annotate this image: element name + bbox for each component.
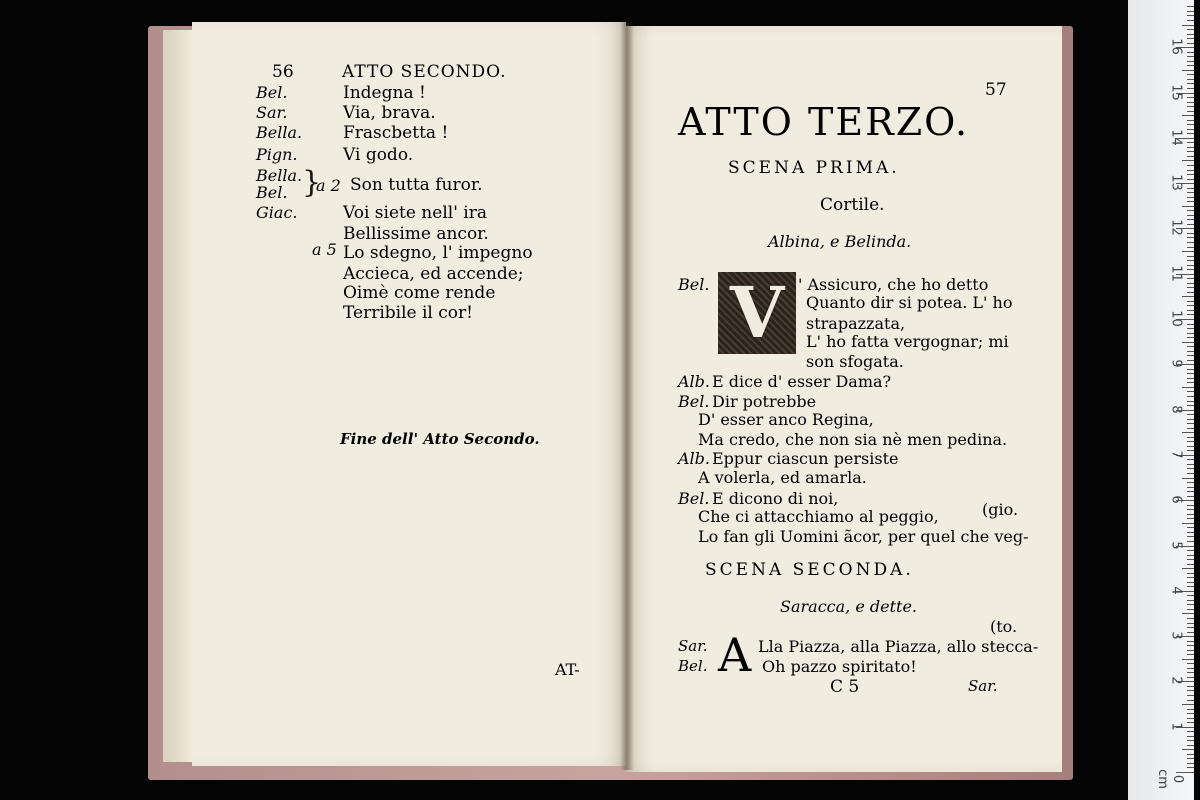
ruler-label: 5	[1168, 540, 1184, 550]
ruler-tick	[1187, 174, 1194, 175]
ruler-tick	[1187, 219, 1194, 220]
ruler-tick	[1187, 283, 1194, 284]
dialogue-line: E dice d' esser Dama?	[712, 372, 892, 391]
ruler-tick	[1187, 763, 1194, 764]
dialogue-line: Che ci attacchiamo al peggio,	[698, 507, 939, 526]
ruler-tick	[1187, 677, 1194, 678]
ruler-label: 7	[1168, 450, 1184, 459]
ruler-tick	[1182, 568, 1194, 569]
speaker-label: Bel.	[678, 489, 710, 508]
dialogue-line: ' Assicuro, che ho detto	[798, 275, 989, 294]
drop-cap-ornament	[718, 272, 796, 354]
ruler-tick	[1182, 115, 1194, 116]
ruler-tick	[1187, 124, 1194, 125]
ruler-tick	[1187, 247, 1194, 248]
ruler-tick	[1187, 88, 1194, 89]
speaker-label: Bel.	[678, 275, 710, 294]
ruler-tick	[1187, 736, 1194, 737]
ruler-tick	[1187, 61, 1194, 62]
dialogue-line: L' ho fatta vergognar; mi	[806, 332, 1009, 351]
ruler-tick	[1187, 188, 1194, 189]
ruler-tick	[1187, 29, 1194, 30]
ruler-tick	[1187, 536, 1194, 537]
left-catchword: AT-	[555, 660, 580, 679]
ruler-tick	[1187, 310, 1194, 311]
speaker-label: Bel.	[256, 83, 288, 102]
dialogue-line: Eppur ciascun persiste	[712, 449, 899, 468]
ruler-tick	[1187, 464, 1194, 465]
ruler-tick	[1187, 446, 1194, 447]
dialogue-line: Lo sdegno, l' impegno	[343, 243, 533, 263]
ruler-tick	[1187, 573, 1194, 574]
ruler-tick	[1187, 328, 1194, 329]
speaker-label: Alb.	[678, 372, 710, 391]
left-page-number: 56	[272, 62, 294, 82]
speaker-label: Sar.	[678, 637, 708, 655]
ruler-tick	[1187, 6, 1194, 7]
ruler-tick	[1187, 382, 1194, 383]
ruler-tick	[1187, 491, 1194, 492]
ruler-tick	[1187, 731, 1194, 732]
ruler-tick	[1182, 749, 1194, 750]
ruler-tick	[1187, 505, 1194, 506]
ruler-tick	[1187, 34, 1194, 35]
ruler-tick	[1182, 432, 1194, 433]
ruler-tick	[1182, 659, 1194, 660]
ruler-tick	[1187, 686, 1194, 687]
speaker-label: Giac.	[256, 203, 298, 222]
ruler-tick	[1182, 342, 1194, 343]
ruler-tick	[1187, 496, 1194, 497]
a2-marker: a 2	[316, 176, 341, 195]
book-gutter	[620, 22, 634, 770]
dialogue-line: strapazzata,	[806, 314, 906, 333]
ruler-tick	[1187, 52, 1194, 53]
ruler-tick	[1187, 79, 1194, 80]
dialogue-line: Dir potrebbe	[712, 392, 817, 411]
ruler-tick	[1187, 391, 1194, 392]
a2-text: Son tutta furor.	[350, 175, 483, 195]
ruler-tick	[1187, 56, 1194, 57]
speaker-label: Sar.	[256, 103, 288, 122]
ruler-tick	[1187, 256, 1194, 257]
ruler-tick	[1187, 401, 1194, 402]
right-catchword: Sar.	[968, 677, 998, 695]
ruler-tick	[1187, 129, 1194, 130]
ruler-tick	[1187, 11, 1194, 12]
gio-turnover: (gio.	[982, 500, 1019, 519]
ruler-tick	[1187, 555, 1194, 556]
ruler-tick	[1187, 663, 1194, 664]
ruler-tick	[1187, 713, 1194, 714]
ruler-tick	[1187, 179, 1194, 180]
ruler-tick	[1182, 613, 1194, 614]
ruler-tick	[1187, 745, 1194, 746]
ruler-tick	[1187, 550, 1194, 551]
dialogue-line: Voi siete nell' ira	[343, 203, 487, 223]
ruler-label: 14	[1168, 129, 1184, 146]
dialogue-line: E dicono di noi,	[712, 489, 839, 508]
ruler-tick	[1187, 142, 1194, 143]
ruler-tick	[1187, 700, 1194, 701]
ruler-tick	[1187, 215, 1194, 216]
ruler-tick	[1187, 15, 1194, 16]
ruler-tick	[1187, 722, 1194, 723]
ruler-tick	[1182, 387, 1194, 388]
dialogue-line: Oh pazzo spiritato!	[762, 657, 917, 676]
ruler-tick	[1187, 559, 1194, 560]
ruler-tick	[1187, 43, 1194, 44]
scene-two-drop-cap: A	[718, 628, 752, 682]
speaker-label: Alb.	[678, 449, 710, 468]
ruler-tick	[1187, 147, 1194, 148]
scene-setting: Cortile.	[820, 195, 885, 215]
dialogue-line: Oimè come rende	[343, 283, 496, 303]
ruler-tick	[1187, 324, 1194, 325]
ruler-tick	[1187, 487, 1194, 488]
ruler-tick	[1182, 70, 1194, 71]
ruler-tick	[1187, 210, 1194, 211]
right-page-number: 57	[985, 80, 1007, 100]
ruler-tick	[1187, 224, 1194, 225]
ruler-tick	[1187, 333, 1194, 334]
ruler-tick	[1187, 355, 1194, 356]
ruler-tick	[1187, 423, 1194, 424]
ruler-tick	[1187, 740, 1194, 741]
ruler-tick	[1187, 604, 1194, 605]
ruler-tick	[1187, 600, 1194, 601]
left-running-head: ATTO SECONDO.	[342, 62, 507, 82]
to-turnover: (to.	[990, 617, 1018, 636]
ruler-tick	[1187, 260, 1194, 261]
dialogue-line: D' esser anco Regina,	[698, 410, 874, 429]
ruler-tick	[1187, 672, 1194, 673]
ruler-tick	[1187, 351, 1194, 352]
ruler-tick	[1187, 654, 1194, 655]
dialogue-line: Bellissime ancor.	[343, 224, 489, 244]
scene-two-characters: Saracca, e dette.	[780, 597, 917, 616]
ruler-tick	[1187, 650, 1194, 651]
scene-two-title: SCENA SECONDA.	[705, 560, 914, 580]
dialogue-line: Lla Piazza, alla Piazza, allo stecca-	[758, 637, 1039, 656]
ruler-tick	[1187, 437, 1194, 438]
ruler-tick	[1187, 120, 1194, 121]
end-of-act-text: Fine dell' Atto Secondo.	[340, 430, 540, 448]
ruler-tick	[1182, 296, 1194, 297]
ruler-tick	[1187, 419, 1194, 420]
ruler-tick	[1187, 65, 1194, 66]
ruler-tick	[1187, 305, 1194, 306]
ruler-tick	[1187, 595, 1194, 596]
ruler-tick	[1187, 509, 1194, 510]
ruler-tick	[1187, 301, 1194, 302]
ruler-tick	[1187, 156, 1194, 157]
ruler-tick	[1187, 577, 1194, 578]
ruler-tick	[1187, 97, 1194, 98]
ruler-tick	[1187, 414, 1194, 415]
ruler-tick	[1187, 459, 1194, 460]
ruler-tick	[1187, 564, 1194, 565]
speaker-label: Bel.	[678, 657, 708, 675]
scene-characters: Albina, e Belinda.	[768, 232, 912, 251]
ruler-label: 6	[1168, 495, 1184, 504]
ruler-tick	[1187, 441, 1194, 442]
dialogue-line: Ma credo, che non sia nè men pedina.	[698, 430, 1008, 449]
scene-title: SCENA PRIMA.	[728, 158, 900, 178]
ruler-label: 10	[1168, 310, 1184, 327]
ruler-tick	[1187, 337, 1194, 338]
ruler-tick	[1187, 767, 1194, 768]
ruler-tick	[1187, 758, 1194, 759]
ruler-tick	[1187, 201, 1194, 202]
a5-marker: a 5	[312, 240, 337, 259]
ruler-tick	[1187, 197, 1194, 198]
ruler-tick	[1187, 74, 1194, 75]
ruler-tick	[1182, 704, 1194, 705]
ruler-tick	[1187, 360, 1194, 361]
ruler-tick	[1187, 482, 1194, 483]
ruler-tick	[1187, 641, 1194, 642]
ruler-tick	[1187, 609, 1194, 610]
ruler-tick	[1187, 151, 1194, 152]
ruler-label: 11	[1168, 264, 1184, 282]
ruler-tick	[1187, 645, 1194, 646]
dialogue-line: Vi godo.	[343, 145, 414, 165]
ruler-tick	[1187, 627, 1194, 628]
ruler-tick	[1187, 668, 1194, 669]
ruler-tick	[1182, 478, 1194, 479]
brace: }	[302, 165, 322, 200]
dialogue-line: son sfogata.	[806, 352, 904, 371]
ruler-tick	[1182, 206, 1194, 207]
ruler-tick	[1187, 106, 1194, 107]
ruler-tick	[1187, 450, 1194, 451]
ruler-label: 16	[1168, 38, 1184, 55]
ruler-tick	[1187, 518, 1194, 519]
ruler-tick	[1187, 102, 1194, 103]
ruler-tick	[1187, 690, 1194, 691]
ruler-label: 1	[1168, 722, 1184, 731]
ruler-tick	[1187, 287, 1194, 288]
dialogue-line: A volerla, ed amarla.	[698, 468, 867, 487]
ruler-tick	[1187, 170, 1194, 171]
page-block-edge	[163, 30, 193, 762]
ruler-tick	[1187, 623, 1194, 624]
ruler-tick	[1187, 378, 1194, 379]
ruler-tick	[1187, 369, 1194, 370]
ruler-tick	[1187, 111, 1194, 112]
dialogue-line: Quanto dir si potea. L' ho	[806, 293, 1013, 312]
ruler-tick	[1187, 527, 1194, 528]
ruler-tick	[1187, 754, 1194, 755]
ruler-tick	[1187, 532, 1194, 533]
dialogue-line: Indegna !	[343, 83, 426, 103]
speaker-label: Pign.	[256, 145, 298, 164]
ruler-label: 13	[1168, 174, 1184, 191]
dialogue-line: Terribile il cor!	[343, 303, 473, 323]
ruler-label: 4	[1168, 586, 1184, 595]
ruler-tick	[1187, 586, 1194, 587]
ruler-tick	[1187, 396, 1194, 397]
ruler-tick	[1187, 541, 1194, 542]
ruler-tick	[1182, 523, 1194, 524]
ruler-tick	[1187, 514, 1194, 515]
ruler-tick	[1187, 38, 1194, 39]
ruler-tick	[1187, 165, 1194, 166]
measuring-ruler	[1128, 0, 1194, 800]
ruler-tick	[1187, 428, 1194, 429]
dialogue-line: Accieca, ed accende;	[343, 264, 524, 284]
ruler-label: 0 cm	[1155, 769, 1185, 789]
drop-cap-letter: V	[729, 271, 785, 354]
ruler-tick	[1187, 618, 1194, 619]
dialogue-line: Frascbetta !	[343, 123, 449, 143]
speaker-label: Bel.	[678, 392, 710, 411]
speaker-label: Bella.	[256, 166, 303, 185]
ruler-tick	[1187, 468, 1194, 469]
ruler-label: 15	[1168, 83, 1184, 101]
ruler-tick	[1182, 160, 1194, 161]
ruler-tick	[1187, 133, 1194, 134]
ruler-tick	[1187, 292, 1194, 293]
speaker-label: Bel.	[256, 183, 288, 202]
ruler-tick	[1187, 582, 1194, 583]
ruler-tick	[1187, 265, 1194, 266]
ruler-tick	[1187, 473, 1194, 474]
act-title: ATTO TERZO.	[678, 100, 970, 144]
ruler-label: 3	[1168, 631, 1184, 640]
dialogue-line: Via, brava.	[343, 103, 436, 123]
signature-mark: C 5	[830, 677, 860, 697]
ruler-tick	[1187, 405, 1194, 406]
ruler-tick	[1187, 718, 1194, 719]
ruler-tick	[1182, 251, 1194, 252]
ruler-tick	[1187, 346, 1194, 347]
ruler-tick	[1187, 192, 1194, 193]
ruler-tick	[1187, 695, 1194, 696]
ruler-tick	[1187, 237, 1194, 238]
ruler-tick	[1187, 373, 1194, 374]
ruler-tick	[1187, 314, 1194, 315]
speaker-label: Bella.	[256, 123, 303, 142]
ruler-tick	[1187, 233, 1194, 234]
ruler-tick	[1187, 83, 1194, 84]
ruler-tick	[1187, 632, 1194, 633]
dialogue-line: Lo fan gli Uomini ãcor, per quel che veg-	[698, 527, 1029, 546]
ruler-label: 9	[1168, 359, 1184, 368]
ruler-tick	[1187, 20, 1194, 21]
ruler-tick	[1182, 25, 1194, 26]
ruler-tick	[1187, 242, 1194, 243]
ruler-label: 12	[1168, 219, 1184, 237]
ruler-tick	[1187, 709, 1194, 710]
ruler-label: 2	[1168, 676, 1184, 686]
ruler-tick	[1187, 269, 1194, 270]
ruler-tick	[1187, 278, 1194, 279]
ruler-label: 8	[1168, 404, 1184, 414]
